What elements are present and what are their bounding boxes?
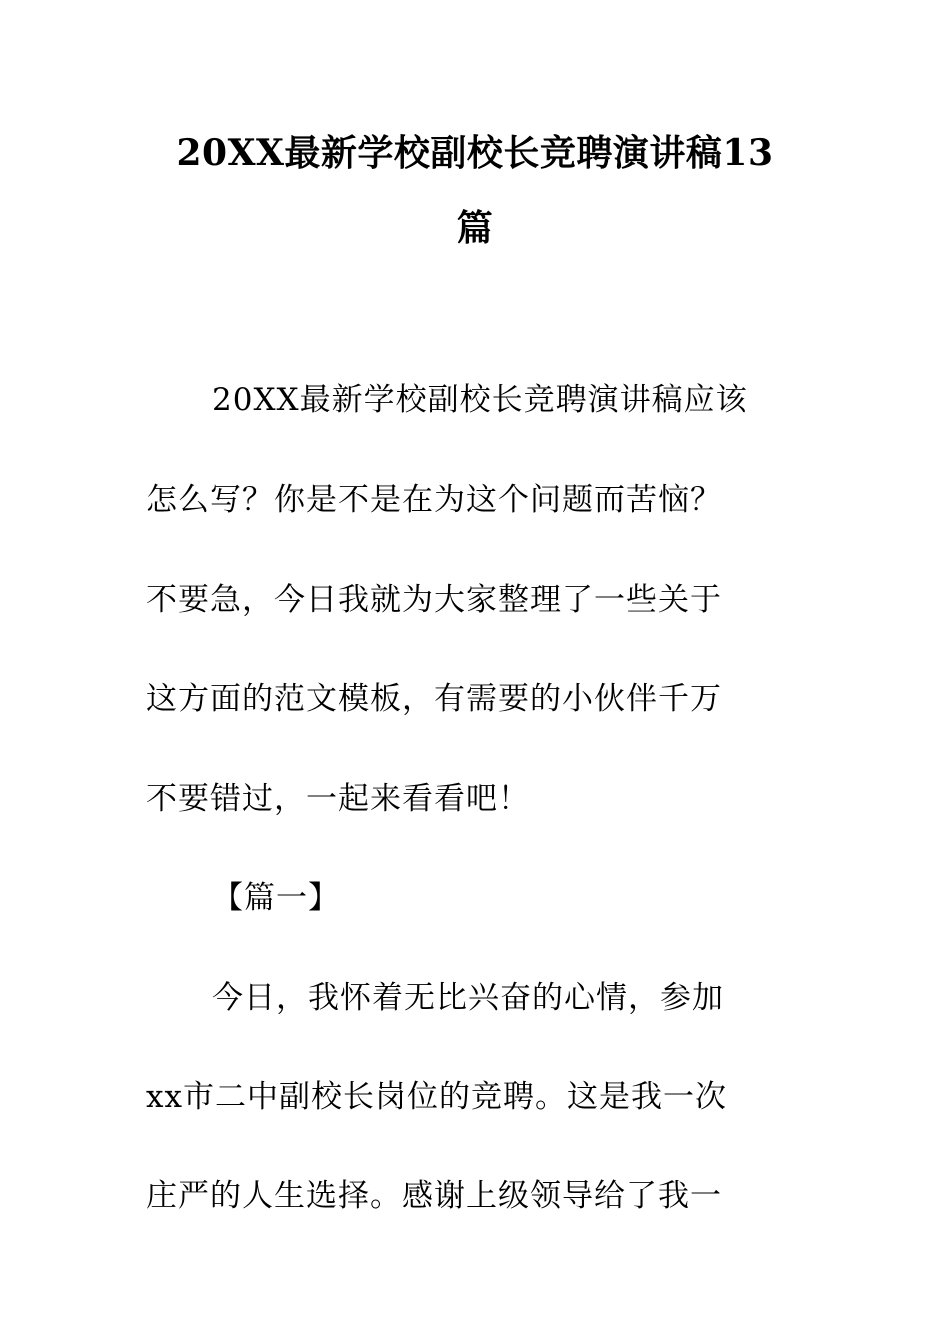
intro-line-2: 怎么写？你是不是在为这个问题而苦恼？ — [146, 482, 722, 518]
section-heading: 【篇一】 — [212, 880, 340, 916]
document-title-line-1: 20XX最新学校副校长竞聘演讲稿13 — [176, 132, 774, 174]
body-line-2: xx市二中副校长岗位的竞聘。这是我一次 — [146, 1079, 727, 1115]
document-title-line-2: 篇 — [456, 207, 494, 249]
intro-line-1: 20XX最新学校副校长竞聘演讲稿应该 — [212, 382, 748, 418]
body-line-1: 今日，我怀着无比兴奋的心情，参加 — [212, 980, 724, 1016]
intro-line-3: 不要急，今日我就为大家整理了一些关于 — [146, 582, 722, 618]
intro-line-5: 不要错过，一起来看看吧！ — [146, 781, 530, 817]
body-line-3: 庄严的人生选择。感谢上级领导给了我一 — [146, 1178, 722, 1214]
intro-line-4: 这方面的范文模板，有需要的小伙伴千万 — [146, 681, 722, 717]
